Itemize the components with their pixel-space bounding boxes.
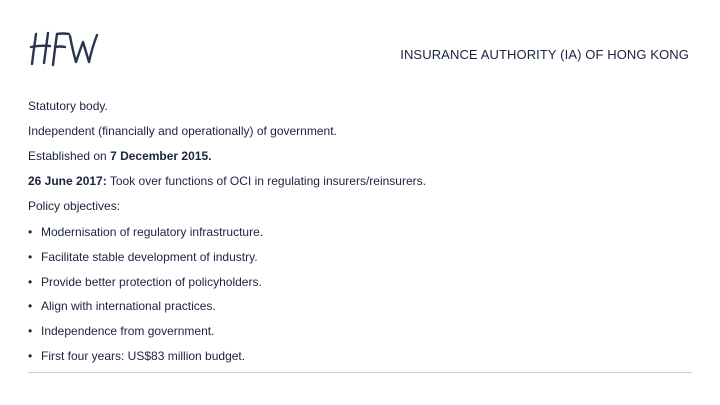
statement-independent: Independent (financially and operationally) of government. (28, 124, 337, 138)
established-date: 7 December 2015. (110, 149, 212, 163)
bullet-marker: • (28, 249, 33, 264)
policy-objectives-list (28, 225, 688, 363)
statement-statutory: Statutory body. (28, 99, 108, 113)
statement-established (28, 149, 688, 163)
hfw-logo (28, 28, 100, 70)
bullet-marker: • (28, 274, 33, 289)
list-item (28, 324, 688, 338)
policy-objectives-heading: Policy objectives: (28, 199, 121, 213)
established-prefix: Established on (28, 149, 111, 163)
bullet-text: Modernisation of regulatory infrastructure. (41, 225, 264, 239)
list-item (28, 349, 688, 363)
list-item (28, 225, 688, 239)
bullet-text: Provide better protection of policyholders. (41, 274, 262, 289)
list-item (28, 275, 688, 289)
bullet-text: Align with international practices. (41, 299, 216, 314)
statement-takeover (28, 174, 688, 188)
slide-title: INSURANCE AUTHORITY (IA) OF HONG KONG (400, 47, 689, 62)
footer-divider (28, 372, 692, 373)
bullet-marker: • (28, 225, 33, 239)
bullet-marker: • (28, 348, 33, 363)
takeover-text: Took over functions of OCI in regulating insurers/reinsurers. (106, 174, 426, 188)
bullet-text: Independence from government. (41, 324, 215, 339)
bullet-text: Facilitate stable development of industry. (41, 249, 258, 264)
slide-body (28, 99, 688, 363)
bullet-marker: • (28, 299, 33, 314)
bullet-marker: • (28, 324, 33, 339)
bullet-text: First four years: US$83 million budget. (41, 348, 246, 363)
takeover-date: 26 June 2017: (28, 174, 107, 188)
list-item (28, 299, 688, 313)
list-item (28, 250, 688, 264)
